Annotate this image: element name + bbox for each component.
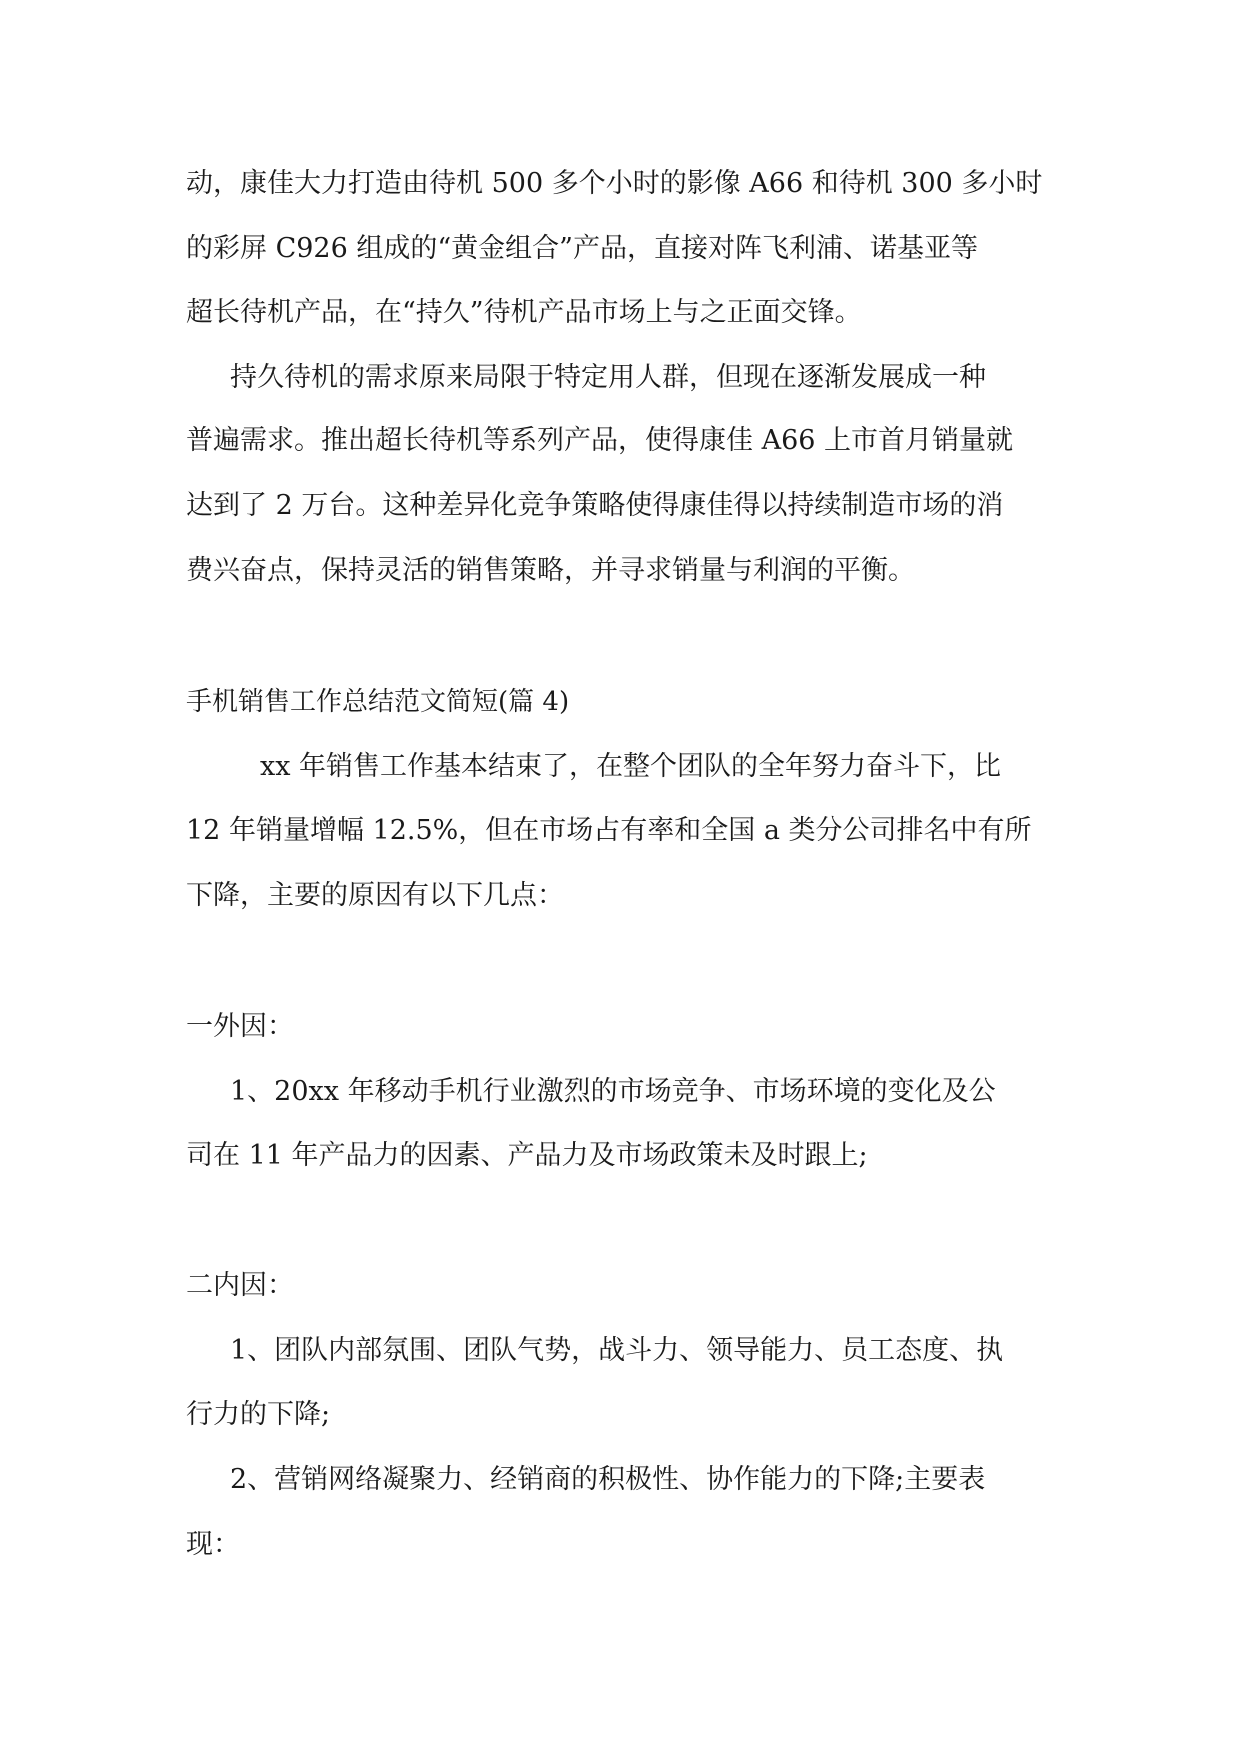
paragraph-line: 普遍需求。推出超长待机等系列产品，使得康佳 A66 上市首月销量就 [186,425,1014,456]
subheading-internal-factors: 二内因： [186,1270,294,1301]
paragraph-line: 12 年销量增幅 12.5%，但在市场占有率和全国 a 类分公司排名中有所 [186,815,1032,846]
paragraph-line: 下降，主要的原因有以下几点： [186,880,564,911]
paragraph-line: 持久待机的需求原来局限于特定用人群，但现在逐渐发展成一种 [230,362,986,393]
paragraph-line: 达到了 2 万台。这种差异化竞争策略使得康佳得以持续制造市场的消 [186,490,1004,521]
list-item-continuation: 行力的下降; [186,1399,331,1430]
list-item: 2、营销网络凝聚力、经销商的积极性、协作能力的下降;主要表 [230,1464,986,1495]
list-item-continuation: 司在 11 年产品力的因素、产品力及市场政策未及时跟上; [186,1140,868,1171]
list-item: 1、团队内部氛围、团队气势，战斗力、领导能力、员工态度、执 [230,1335,1004,1366]
paragraph-line: 动，康佳大力打造由待机 500 多个小时的影像 A66 和待机 300 多小时 [186,168,1043,199]
paragraph-line: xx 年销售工作基本结束了，在整个团队的全年努力奋斗下，比 [260,751,1002,782]
paragraph-line: 的彩屏 C926 组成的“黄金组合”产品，直接对阵飞利浦、诺基亚等 [186,233,978,264]
paragraph-line: 费兴奋点，保持灵活的销售策略，并寻求销量与利润的平衡。 [186,555,915,586]
list-item: 1、20xx 年移动手机行业激烈的市场竞争、市场环境的变化及公 [230,1076,996,1107]
subheading-external-factors: 一外因： [186,1011,294,1042]
list-item-continuation: 现： [186,1529,240,1560]
section-heading: 手机销售工作总结范文简短(篇 4) [186,687,570,717]
paragraph-line: 超长待机产品，在“持久”待机产品市场上与之正面交锋。 [186,297,862,328]
